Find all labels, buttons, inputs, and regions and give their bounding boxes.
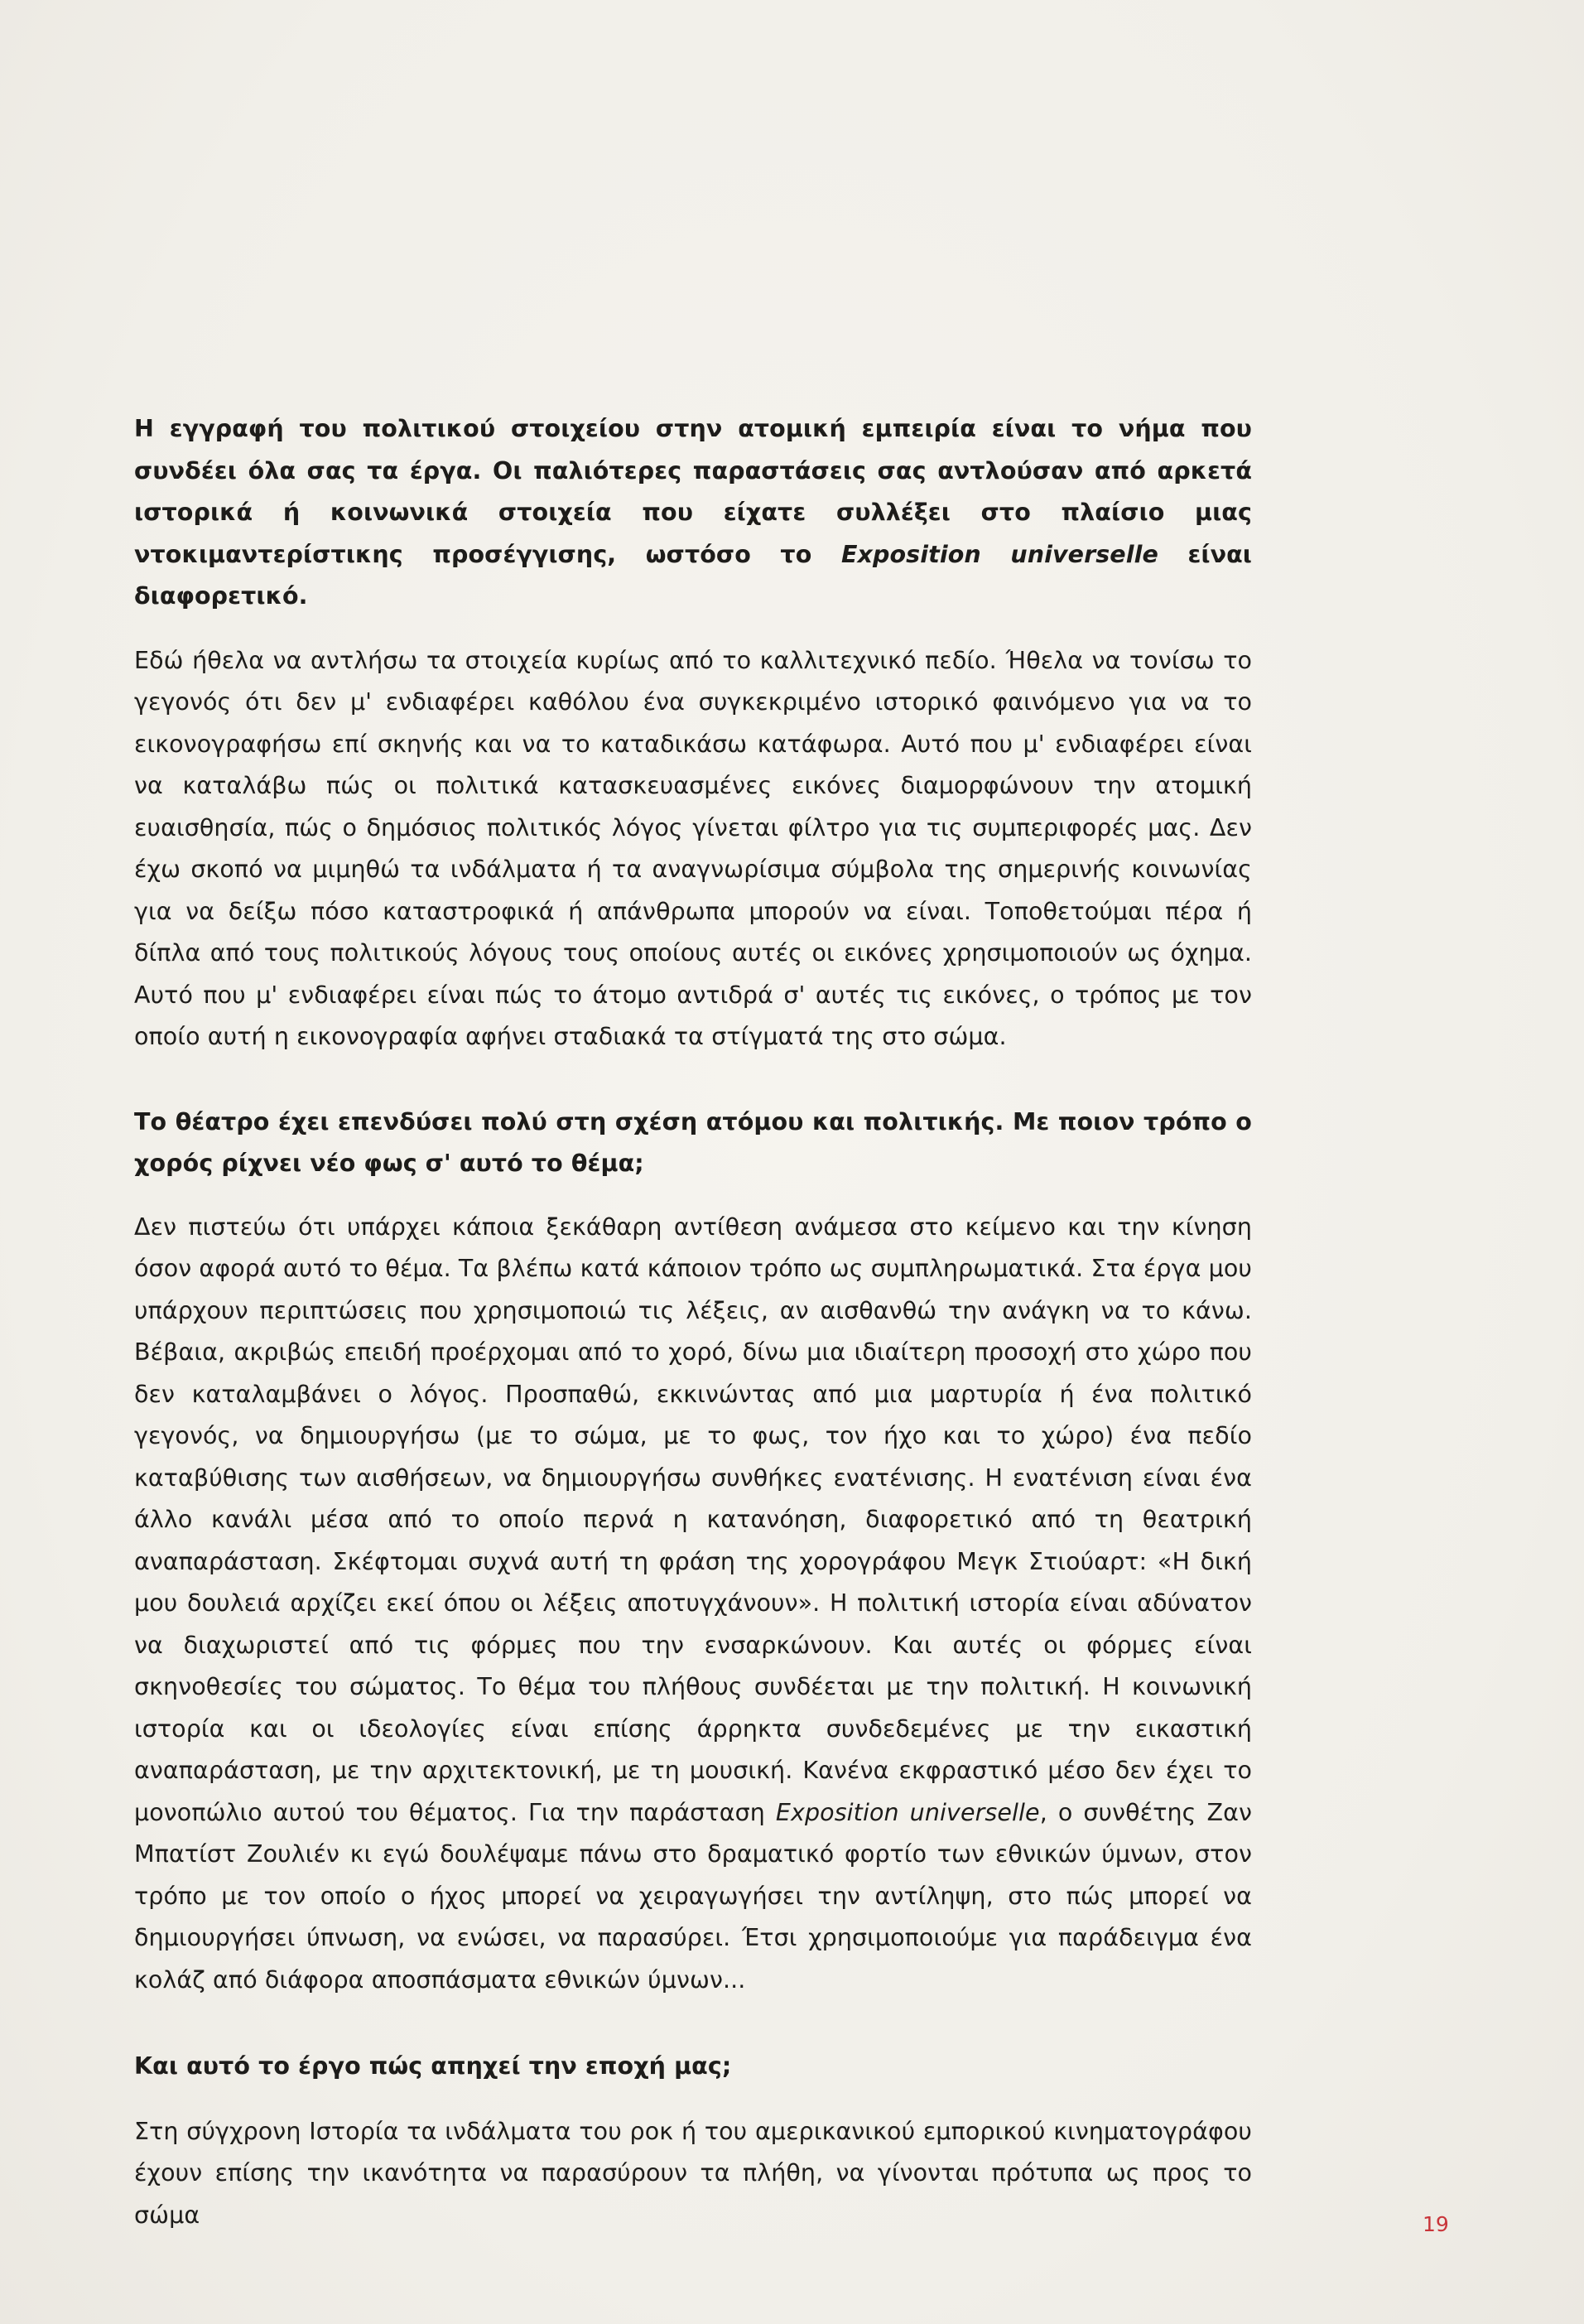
interview-answer-1: Εδώ ήθελα να αντλήσω τα στοιχεία κυρίως από το καλλιτεχνικό πεδίο. Ήθελα να τονίσω το γεγονός ότι δεν μ' ενδιαφέρει καθόλου ένα συγκεκριμένο ιστορικό φαινόμενο για να το εικονογραφήσω επί σκηνής και να το καταδικάσω κατάφωρα. Αυτό που μ' ενδιαφέρει είναι να καταλάβω πώς οι πολιτικά κατασκευασμένες εικόνες διαμορφώνουν την ατομική ευαισθησία, πώς ο δημόσιος πολιτικός λόγος γίνεται φίλτρο για τις συμπεριφορές μας. Δεν έχω σκοπό να μιμηθώ τα ινδάλματα ή τα αναγνωρίσιμα σύμβολα της σημερινής κοινωνίας για να δείξω πόσο καταστροφικά ή απάνθρωπα μπορούν να είναι. Τοποθετούμαι πέρα ή δίπλα από τους πολιτικούς λόγους τους οποίους αυτές οι εικόνες χρησιμοποιούν ως όχημα. Αυτό που μ' ενδιαφέρει είναι πώς το άτομο αντιδρά σ' αυτές τις εικόνες, ο τρόπος με τον οποίο αυτή η εικονογραφία αφήνει σταδιακά τα στίγματά της στο σώμα.: [134, 646, 1252, 1050]
work-title: Exposition universelle: [840, 540, 1158, 568]
interview-question-3: Και αυτό το έργο πώς απηχεί την εποχή μας;: [134, 2052, 732, 2080]
question-1-tail: είναι διαφορετικό.: [134, 540, 1253, 610]
answer-2-tail: , ο συνθέτης Ζαν Μπατίστ Ζουλιέν κι εγώ δουλέψαμε πάνω στο δραματικό φορτίο των εθνικών ύμνων, στον τρόπο με τον οποίο ο ήχος μπορεί να χειραγωγήσει την αντίληψη, στο πώς μπορεί να δημιουργήσει ύπνωση, να ενώσει, να παρασύρει. Έτσι χρησιμοποιούμε για παράδειγμα ένα κολάζ από διάφορα αποσπάσματα εθνικών ύμνων...: [134, 1798, 1252, 1994]
interview-question-1: [134, 408, 1252, 618]
page-number: 19: [1423, 2212, 1449, 2236]
interview-question-2: Το θέατρο έχει επενδύσει πολύ στη σχέση ατόμου και πολιτικής. Με ποιον τρόπο ο χορός ρίχνει νέο φως σ' αυτό το θέμα;: [134, 1107, 1252, 1177]
question-1-text: Η εγγραφή του πολιτικού στοιχείου στην ατομική εμπειρία είναι το νήμα που συνδέει όλα σας τα έργα. Οι παλιότερες παραστάσεις σας αντλούσαν από αρκετά ιστορικά ή κοινωνικά στοιχεία που είχατε συλλέξει στο πλαίσιο μιας ντοκιμαντερίστικης προσέγγισης, ωστόσο το: [134, 415, 1252, 568]
interview-text-column: [134, 408, 1252, 2236]
answer-2-text: Δεν πιστεύω ότι υπάρχει κάποια ξεκάθαρη αντίθεση ανάμεσα στο κείμενο και την κίνηση όσον αφορά αυτό το θέμα. Τα βλέπω κατά κάποιον τρόπο ως συμπληρωματικά. Στα έργα μου υπάρχουν περιπτώσεις που χρησιμοποιώ τις λέξεις, αν αισθανθώ την ανάγκη να το κάνω. Βέβαια, ακριβώς επειδή προέρχομαι από το χορό, δίνω μια ιδιαίτερη προσοχή στο χώρο που δεν καταλαμβάνει ο λόγος. Προσπαθώ, εκκινώντας από μια μαρτυρία ή ένα πολιτικό γεγονός, να δημιουργήσω (με το σώμα, με το φως, τον ήχο και το χώρο) ένα πεδίο καταβύθισης των αισθήσεων, να δημιουργήσω συνθήκες ενατένισης. Η ενατένιση είναι ένα άλλο κανάλι μέσα από το οποίο περνά η κατανόηση, διαφορετικό από τη θεατρική αναπαράσταση. Σκέφτομαι συχνά αυτή τη φράση της χορογράφου Μεγκ Στιούαρτ: «Η δική μου δουλειά αρχίζει εκεί όπου οι λέξεις αποτυγχάνουν». Η πολιτική ιστορία είναι αδύνατον να διαχωριστεί από τις φόρμες που την ενσαρκώνουν. Και αυτές οι φόρμες είναι σκηνοθεσίες του σώματος. Το θέμα του πλήθους συνδέεται με την πολιτική. Η κοινωνική ιστορία και οι ιδεολογίες είναι επίσης άρρηκτα συνδεδεμένες με την εικαστική αναπαράσταση, με την αρχιτεκτονική, με τη μουσική. Κανένα εκφραστικό μέσο δεν έχει το μονοπώλιο αυτού του θέματος. Για την παράσταση: [134, 1213, 1252, 1826]
interview-answer-2: [134, 1207, 1252, 2002]
work-title: Exposition universelle: [775, 1798, 1040, 1826]
interview-answer-3: Στη σύγχρονη Ιστορία τα ινδάλματα του ροκ ή του αμερικανικού εμπορικού κινηματογράφου έχουν επίσης την ικανότητα να παρασύρουν τα πλήθη, να γίνονται πρότυπα ως προς το σώμα: [134, 2117, 1252, 2229]
